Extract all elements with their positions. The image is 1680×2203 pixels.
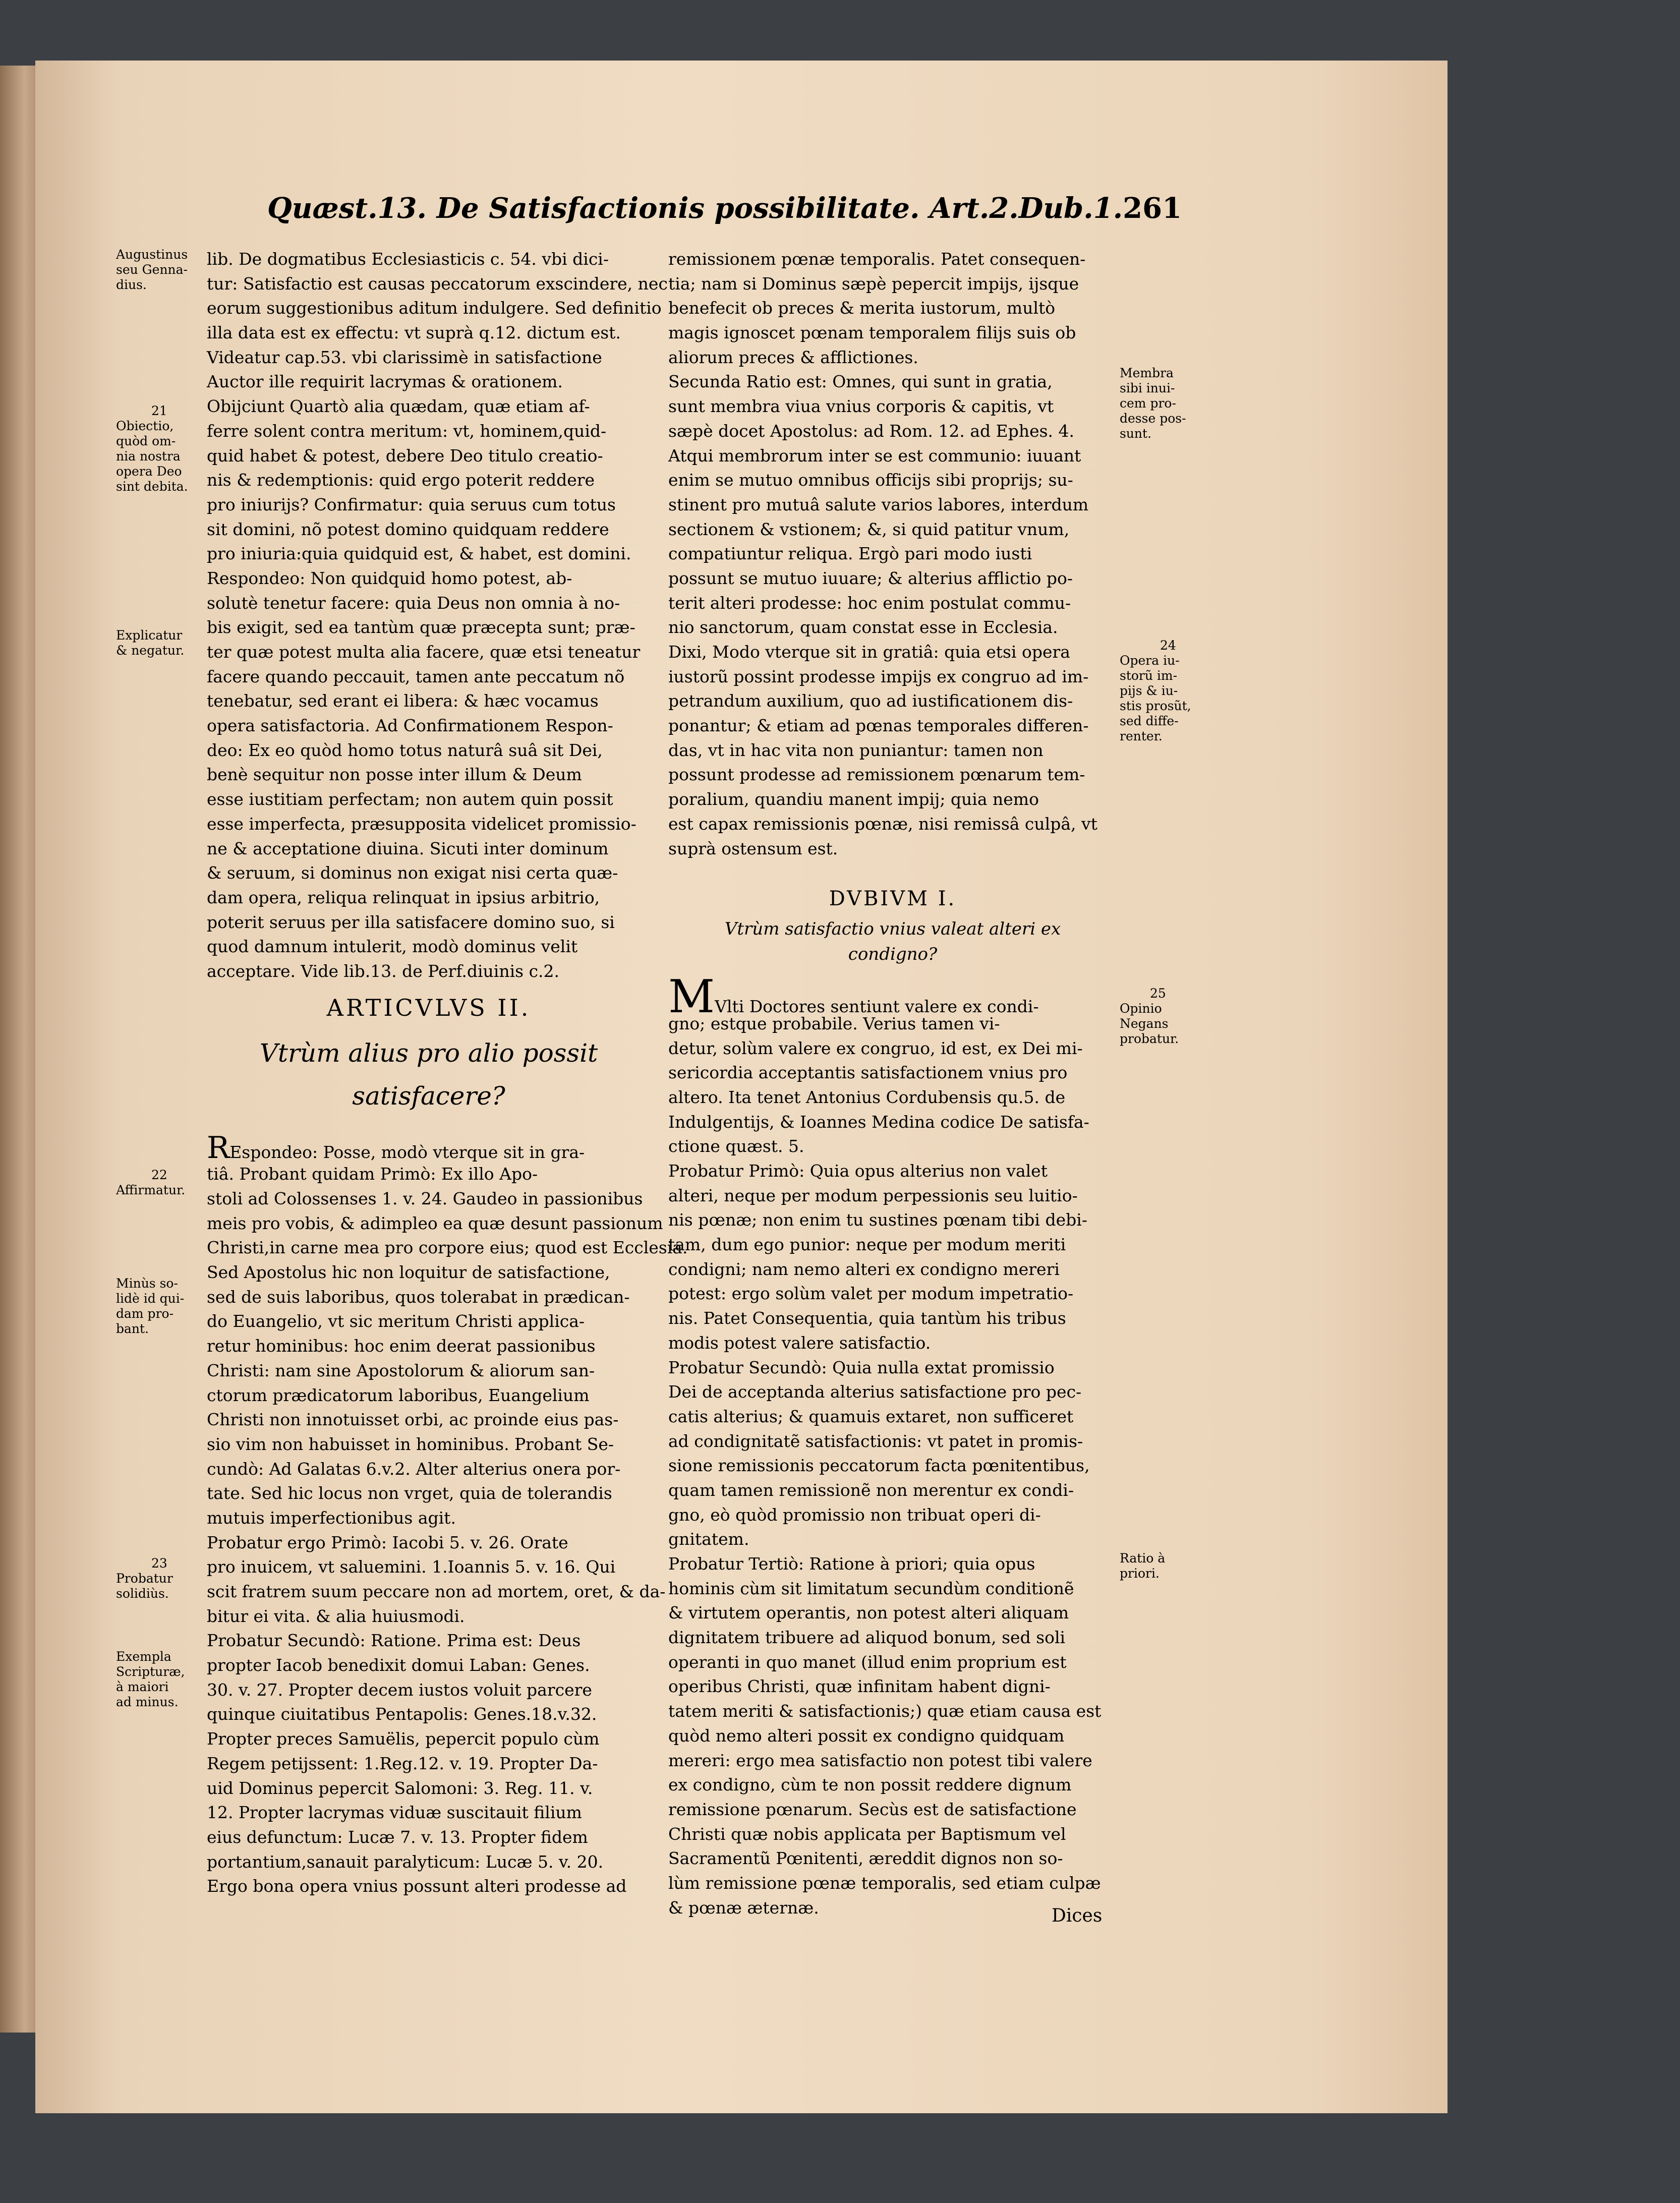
text-line: enim se mutuo omnibus officijs sibi proprijs; su- xyxy=(668,470,1073,490)
text-line: catis alterius; & quamuis extaret, non sufficeret xyxy=(668,1406,1074,1426)
text-line: tatem meriti & satisfactionis;) quæ etiam causa est xyxy=(668,1701,1102,1721)
text-line: benè sequitur non posse inter illum & Deum xyxy=(207,765,582,785)
text-line: detur, solùm valere ex congruo, id est, ex Dei mi- xyxy=(668,1038,1083,1058)
text-line: hominis cùm sit limitatum secundùm conditionẽ xyxy=(668,1578,1074,1598)
text-line: Christi quæ nobis applicata per Baptismum vel xyxy=(668,1824,1066,1844)
text-line: petrandum auxilium, quo ad iustificationem dis- xyxy=(668,691,1073,711)
text-line: sæpè docet Apostolus: ad Rom. 12. ad Ephes. 4. xyxy=(668,421,1075,441)
text-line: propter Iacob benedixit domui Laban: Genes. xyxy=(207,1655,590,1675)
text-line: stinent pro mutuâ salute varios labores, interdum xyxy=(668,494,1089,514)
text-line: altero. Ita tenet Antonius Cordubensis qu.5. de xyxy=(668,1087,1066,1107)
text-column-right xyxy=(668,247,1117,1932)
margin-note-right: Membra sibi inui- cem pro- desse pos- sunt. xyxy=(1120,366,1186,441)
article-question: satisfacere? xyxy=(352,1081,505,1111)
text-line: sit domini, nõ potest domino quidquam reddere xyxy=(207,519,609,539)
text-line: terit alteri prodesse: hoc enim postulat commu- xyxy=(668,593,1071,613)
text-line: nis & redemptionis: quid ergo poterit reddere xyxy=(207,470,595,490)
text-line: operanti in quo manet (illud enim proprium est xyxy=(668,1652,1067,1672)
text-line: remissionem pœnæ temporalis. Patet consequen- xyxy=(668,249,1086,269)
text-line: Christi non innotuisset orbi, ac proinde eius pas- xyxy=(207,1410,619,1430)
text-line: alteri, neque per modum perpessionis seu luitio- xyxy=(668,1185,1078,1205)
margin-note-left: Exempla Scripturæ, à maiori ad minus. xyxy=(116,1649,185,1709)
text-line: sericordia acceptantis satisfactionem vnius pro xyxy=(668,1063,1068,1083)
text-line: cundò: Ad Galatas 6.v.2. Alter alterius onera por- xyxy=(207,1459,621,1479)
text-line: Probatur ergo Primò: Iacobi 5. v. 26. Orate xyxy=(207,1532,568,1552)
text-line: gnitatem. xyxy=(668,1529,749,1549)
text-line: eius defunctum: Lucæ 7. v. 13. Propter fidem xyxy=(207,1827,588,1847)
text-line: quam tamen remissionẽ non merentur ex condi- xyxy=(668,1480,1074,1500)
text-line: Probatur Primò: Quia opus alterius non valet xyxy=(668,1161,1048,1181)
text-line: quinque ciuitatibus Pentapolis: Genes.18.v.32. xyxy=(207,1704,597,1724)
text-line: facere quando peccauit, tamen ante peccatum nõ xyxy=(207,666,625,686)
text-line: tenebatur, sed erant ei libera: & hæc vocamus xyxy=(207,691,599,711)
text-line: nis. Patet Consequentia, quia tantùm his tribus xyxy=(668,1308,1066,1328)
text-line: tate. Sed hic locus non vrget, quia de tolerandis xyxy=(207,1483,612,1503)
text-line: meis pro vobis, & adimpleo ea quæ desunt passionum xyxy=(207,1213,663,1233)
text-line: REspondeo: Posse, modò vterque sit in gra- xyxy=(207,1130,585,1166)
text-line: Indulgentijs, & Ioannes Medina codice De satisfa- xyxy=(668,1112,1089,1132)
text-line: do Euangelio, vt sic meritum Christi applica- xyxy=(207,1311,585,1331)
text-line: stoli ad Colossenses 1. v. 24. Gaudeo in passionibus xyxy=(207,1189,643,1208)
text-line: ferre solent contra meritum: vt, hominem,quid- xyxy=(207,421,607,441)
margin-note-right: 24 Opera iu- storũ im- pijs & iu- stis prosũt, sed diffe- renter. xyxy=(1120,638,1191,743)
text-line: sione remissionis peccatorum facta pœnitentibus, xyxy=(668,1456,1090,1476)
margin-note-left: 22 Affirmatur. xyxy=(116,1168,186,1197)
text-line: MVlti Doctores sentiunt valere ex condi- xyxy=(668,970,1039,1024)
text-line: deo: Ex eo quòd homo totus naturâ suâ sit Dei, xyxy=(207,740,603,760)
text-column-left xyxy=(207,247,688,1932)
text-line: gno; estque probabile. Verius tamen vi- xyxy=(668,1013,1000,1033)
text-line: pro iniuria:quia quidquid est, & habet, est domini. xyxy=(207,544,631,564)
text-line: Dei de acceptanda alterius satisfactione pro pec- xyxy=(668,1382,1082,1402)
text-line: retur hominibus: hoc enim deerat passionibus xyxy=(207,1336,596,1356)
page-number: 261 xyxy=(1123,192,1182,225)
text-line: compatiuntur reliqua. Ergò pari modo iusti xyxy=(668,544,1032,564)
text-line: & virtutem operantis, non potest alteri aliquam xyxy=(668,1603,1069,1623)
text-line: mereri: ergo mea satisfactio non potest tibi valere xyxy=(668,1750,1092,1770)
text-line: pro iniurijs? Confirmatur: quia seruus cum totus xyxy=(207,494,616,514)
text-line: lùm remissione pœnæ temporalis, sed etiam culpæ xyxy=(668,1873,1101,1893)
margin-note-right: 25 Opinio Negans probatur. xyxy=(1120,986,1179,1046)
text-line: & seruum, si dominus non exigat nisi certa quæ- xyxy=(207,863,618,883)
text-line: sio vim non habuisset in hominibus. Probant Se- xyxy=(207,1434,614,1454)
text-line: benefecit ob preces & merita iustorum, multò xyxy=(668,298,1056,318)
text-line: poralium, quandiu manent impij; quia nemo xyxy=(668,789,1039,809)
text-line: Auctor ille requirit lacrymas & orationem. xyxy=(207,372,563,392)
dubium-question: condigno? xyxy=(848,944,938,965)
text-line: portantium,sanauit paralyticum: Lucæ 5. v. 20. xyxy=(207,1851,604,1872)
text-line: bitur ei vita. & alia huiusmodi. xyxy=(207,1606,465,1626)
text-line: sed de suis laboribus, quos tolerabat in prædican- xyxy=(207,1287,630,1307)
dubium-heading: DVBIVM I. xyxy=(829,887,957,911)
margin-note-left: 23 Probatur solidiùs. xyxy=(116,1556,173,1601)
text-line: est capax remissionis pœnæ, nisi remissâ culpâ, vt xyxy=(668,814,1097,834)
drop-initial: M xyxy=(668,970,715,1024)
text-line: tia; nam si Dominus sæpè pepercit impijs, ijsque xyxy=(668,273,1079,294)
running-title: Quæst.13. De Satisfactionis possibilitate. Art.2.Dub.1. xyxy=(267,192,1123,225)
text-line: ne & acceptatione diuina. Sicuti inter dominum xyxy=(207,838,609,858)
text-line: ex condigno, cùm te non possit reddere dignum xyxy=(668,1775,1072,1795)
text-line: eorum suggestionibus aditum indulgere. Sed definitio xyxy=(207,298,662,318)
text-line: Christi,in carne mea pro corpore eius; quod est Ecclesia. xyxy=(207,1238,688,1258)
text-line: pro inuicem, vt saluemini. 1.Ioannis 5. v. 16. Qui xyxy=(207,1557,616,1577)
text-line: Sed Apostolus hic non loquitur de satisfactione, xyxy=(207,1262,610,1283)
text-line: possunt se mutuo iuuare; & alterius afflictio po- xyxy=(668,568,1073,588)
text-line: Probatur Secundò: Ratione. Prima est: Deus xyxy=(207,1631,581,1651)
text-line: Respondeo: Non quidquid homo potest, ab- xyxy=(207,568,572,588)
dubium-question: Vtrùm satisfactio vnius valeat alteri ex xyxy=(724,919,1061,940)
text-line: ad condignitatẽ satisfactionis: vt patet in promis- xyxy=(668,1431,1083,1451)
text-line: dam opera, reliqua relinquat in ipsius arbitrio, xyxy=(207,887,600,907)
text-line: possunt prodesse ad remissionem pœnarum tem- xyxy=(668,765,1085,785)
text-line: 30. v. 27. Propter decem iustos voluit parcere xyxy=(207,1679,592,1700)
article-question: Vtrùm alius pro alio possit xyxy=(259,1038,598,1068)
catchword: Dices xyxy=(1052,1905,1103,1926)
text-line: ter quæ potest multa alia facere, quæ etsi teneatur xyxy=(207,642,641,662)
text-line: ctione quæst. 5. xyxy=(668,1136,804,1156)
text-line: nis pœnæ; non enim tu sustines pœnam tibi debi- xyxy=(668,1210,1087,1230)
text-line: lib. De dogmatibus Ecclesiasticis c. 54. vbi dici- xyxy=(207,249,609,269)
text-line: dignitatem tribuere ad aliquod bonum, sed soli xyxy=(668,1628,1066,1648)
facing-page-edge xyxy=(0,66,35,2033)
text-line: scit fratrem suum peccare non ad mortem, oret, & da- xyxy=(207,1582,666,1601)
text-line: tur: Satisfactio est causas peccatorum exscindere, nec xyxy=(207,273,668,294)
text-line: ctorum prædicatorum laboribus, Euangelium xyxy=(207,1385,590,1405)
margin-note-left: Explicatur & negatur. xyxy=(116,628,185,658)
text-line: mutuis imperfectionibus agit. xyxy=(207,1508,456,1528)
text-line: Propter preces Samuëlis, pepercit populo cùm xyxy=(207,1729,600,1749)
text-line: das, vt in hac vita non puniantur: tamen non xyxy=(668,740,1044,760)
text-line: acceptare. Vide lib.13. de Perf.diuinis c.2. xyxy=(207,961,560,981)
text-line: Videatur cap.53. vbi clarissimè in satisfactione xyxy=(207,347,602,367)
text-line: suprà ostensum est. xyxy=(668,838,838,858)
text-line: nio sanctorum, quam constat esse in Ecclesia. xyxy=(668,617,1058,637)
margin-note-left: Minùs so- lidè id qui- dam pro- bant. xyxy=(116,1276,185,1336)
text-line: esse iustitiam perfectam; non autem quin possit xyxy=(207,789,613,809)
text-line: poterit seruus per illa satisfacere domino suo, si xyxy=(207,912,615,932)
text-line: uid Dominus pepercit Salomoni: 3. Reg. 11. v. xyxy=(207,1778,593,1798)
text-line: sectionem & vstionem; &, si quid patitur vnum, xyxy=(668,519,1070,539)
margin-note-left: 21 Obiectio, quòd om- nia nostra opera Deo sint debita. xyxy=(116,403,188,494)
running-header xyxy=(267,192,1182,237)
text-line: esse imperfecta, præsupposita videlicet promissio- xyxy=(207,814,636,834)
text-line: Obijciunt Quartò alia quædam, quæ etiam af- xyxy=(207,396,590,417)
text-line: quòd nemo alteri possit ex condigno quidquam xyxy=(668,1725,1065,1746)
drop-initial: R xyxy=(207,1130,230,1166)
margin-note-left: Augustinus seu Genna- dius. xyxy=(116,247,188,292)
text-line: Ergo bona opera vnius possunt alteri prodesse ad xyxy=(207,1876,627,1896)
text-line: aliorum preces & afflictiones. xyxy=(668,347,918,367)
text-line: Probatur Tertiò: Ratione à priori; quia opus xyxy=(668,1554,1035,1574)
text-line: gno, eò quòd promissio non tribuat operi di- xyxy=(668,1504,1041,1525)
text-line: remissione pœnarum. Secùs est de satisfactione xyxy=(668,1799,1077,1819)
text-line: tam, dum ego punior: neque per modum meriti xyxy=(668,1235,1066,1255)
text-line: quid habet & potest, debere Deo titulo creatio- xyxy=(207,445,603,466)
text-line: Dixi, Modo vterque sit in gratiâ: quia etsi opera xyxy=(668,642,1070,662)
text-line: iustorũ possint prodesse impijs ex congruo ad im- xyxy=(668,666,1089,686)
text-line: condigni; nam nemo alteri ex condigno mereri xyxy=(668,1259,1060,1279)
text-line: Christi: nam sine Apostolorum & aliorum san- xyxy=(207,1360,595,1380)
text-line: bis exigit, sed ea tantùm quæ præcepta sunt; præ- xyxy=(207,617,635,637)
text-line: tiâ. Probant quidam Primò: Ex illo Apo- xyxy=(207,1164,538,1184)
text-line: ponantur; & etiam ad pœnas temporales differen- xyxy=(668,716,1089,736)
text-line: solutè tenetur facere: quia Deus non omnia à no- xyxy=(207,593,620,613)
text-line: Atqui membrorum inter se est communio: iuuant xyxy=(668,445,1081,466)
text-line: Regem petijssent: 1.Reg.12. v. 19. Propter Da- xyxy=(207,1753,598,1773)
text-line: & pœnæ æternæ. xyxy=(668,1897,819,1918)
text-line: operibus Christi, quæ infinitam habent digni- xyxy=(668,1676,1051,1697)
text-line: quod damnum intulerit, modò dominus velit xyxy=(207,937,578,957)
text-line: Secunda Ratio est: Omnes, qui sunt in gratia, xyxy=(668,372,1053,392)
article-heading: ARTICVLVS II. xyxy=(326,994,531,1021)
text-line: Sacramentũ Pœnitenti, æreddit dignos non so- xyxy=(668,1848,1063,1869)
text-line: opera satisfactoria. Ad Confirmationem Respon- xyxy=(207,716,613,736)
text-line: modis potest valere satisfactio. xyxy=(668,1332,931,1353)
text-line: 12. Propter lacrymas viduæ suscitauit filium xyxy=(207,1803,582,1823)
text-line: magis ignoscet pœnam temporalem filijs suis ob xyxy=(668,323,1076,343)
text-line: Probatur Secundò: Quia nulla extat promissio xyxy=(668,1357,1055,1377)
text-line: sunt membra viua vnius corporis & capitis, vt xyxy=(668,396,1054,417)
text-line: illa data est ex effectu: vt suprà q.12. dictum est. xyxy=(207,323,621,343)
margin-note-right: Ratio à priori. xyxy=(1120,1551,1166,1581)
text-line: potest: ergo solùm valet per modum impetratio- xyxy=(668,1284,1074,1304)
